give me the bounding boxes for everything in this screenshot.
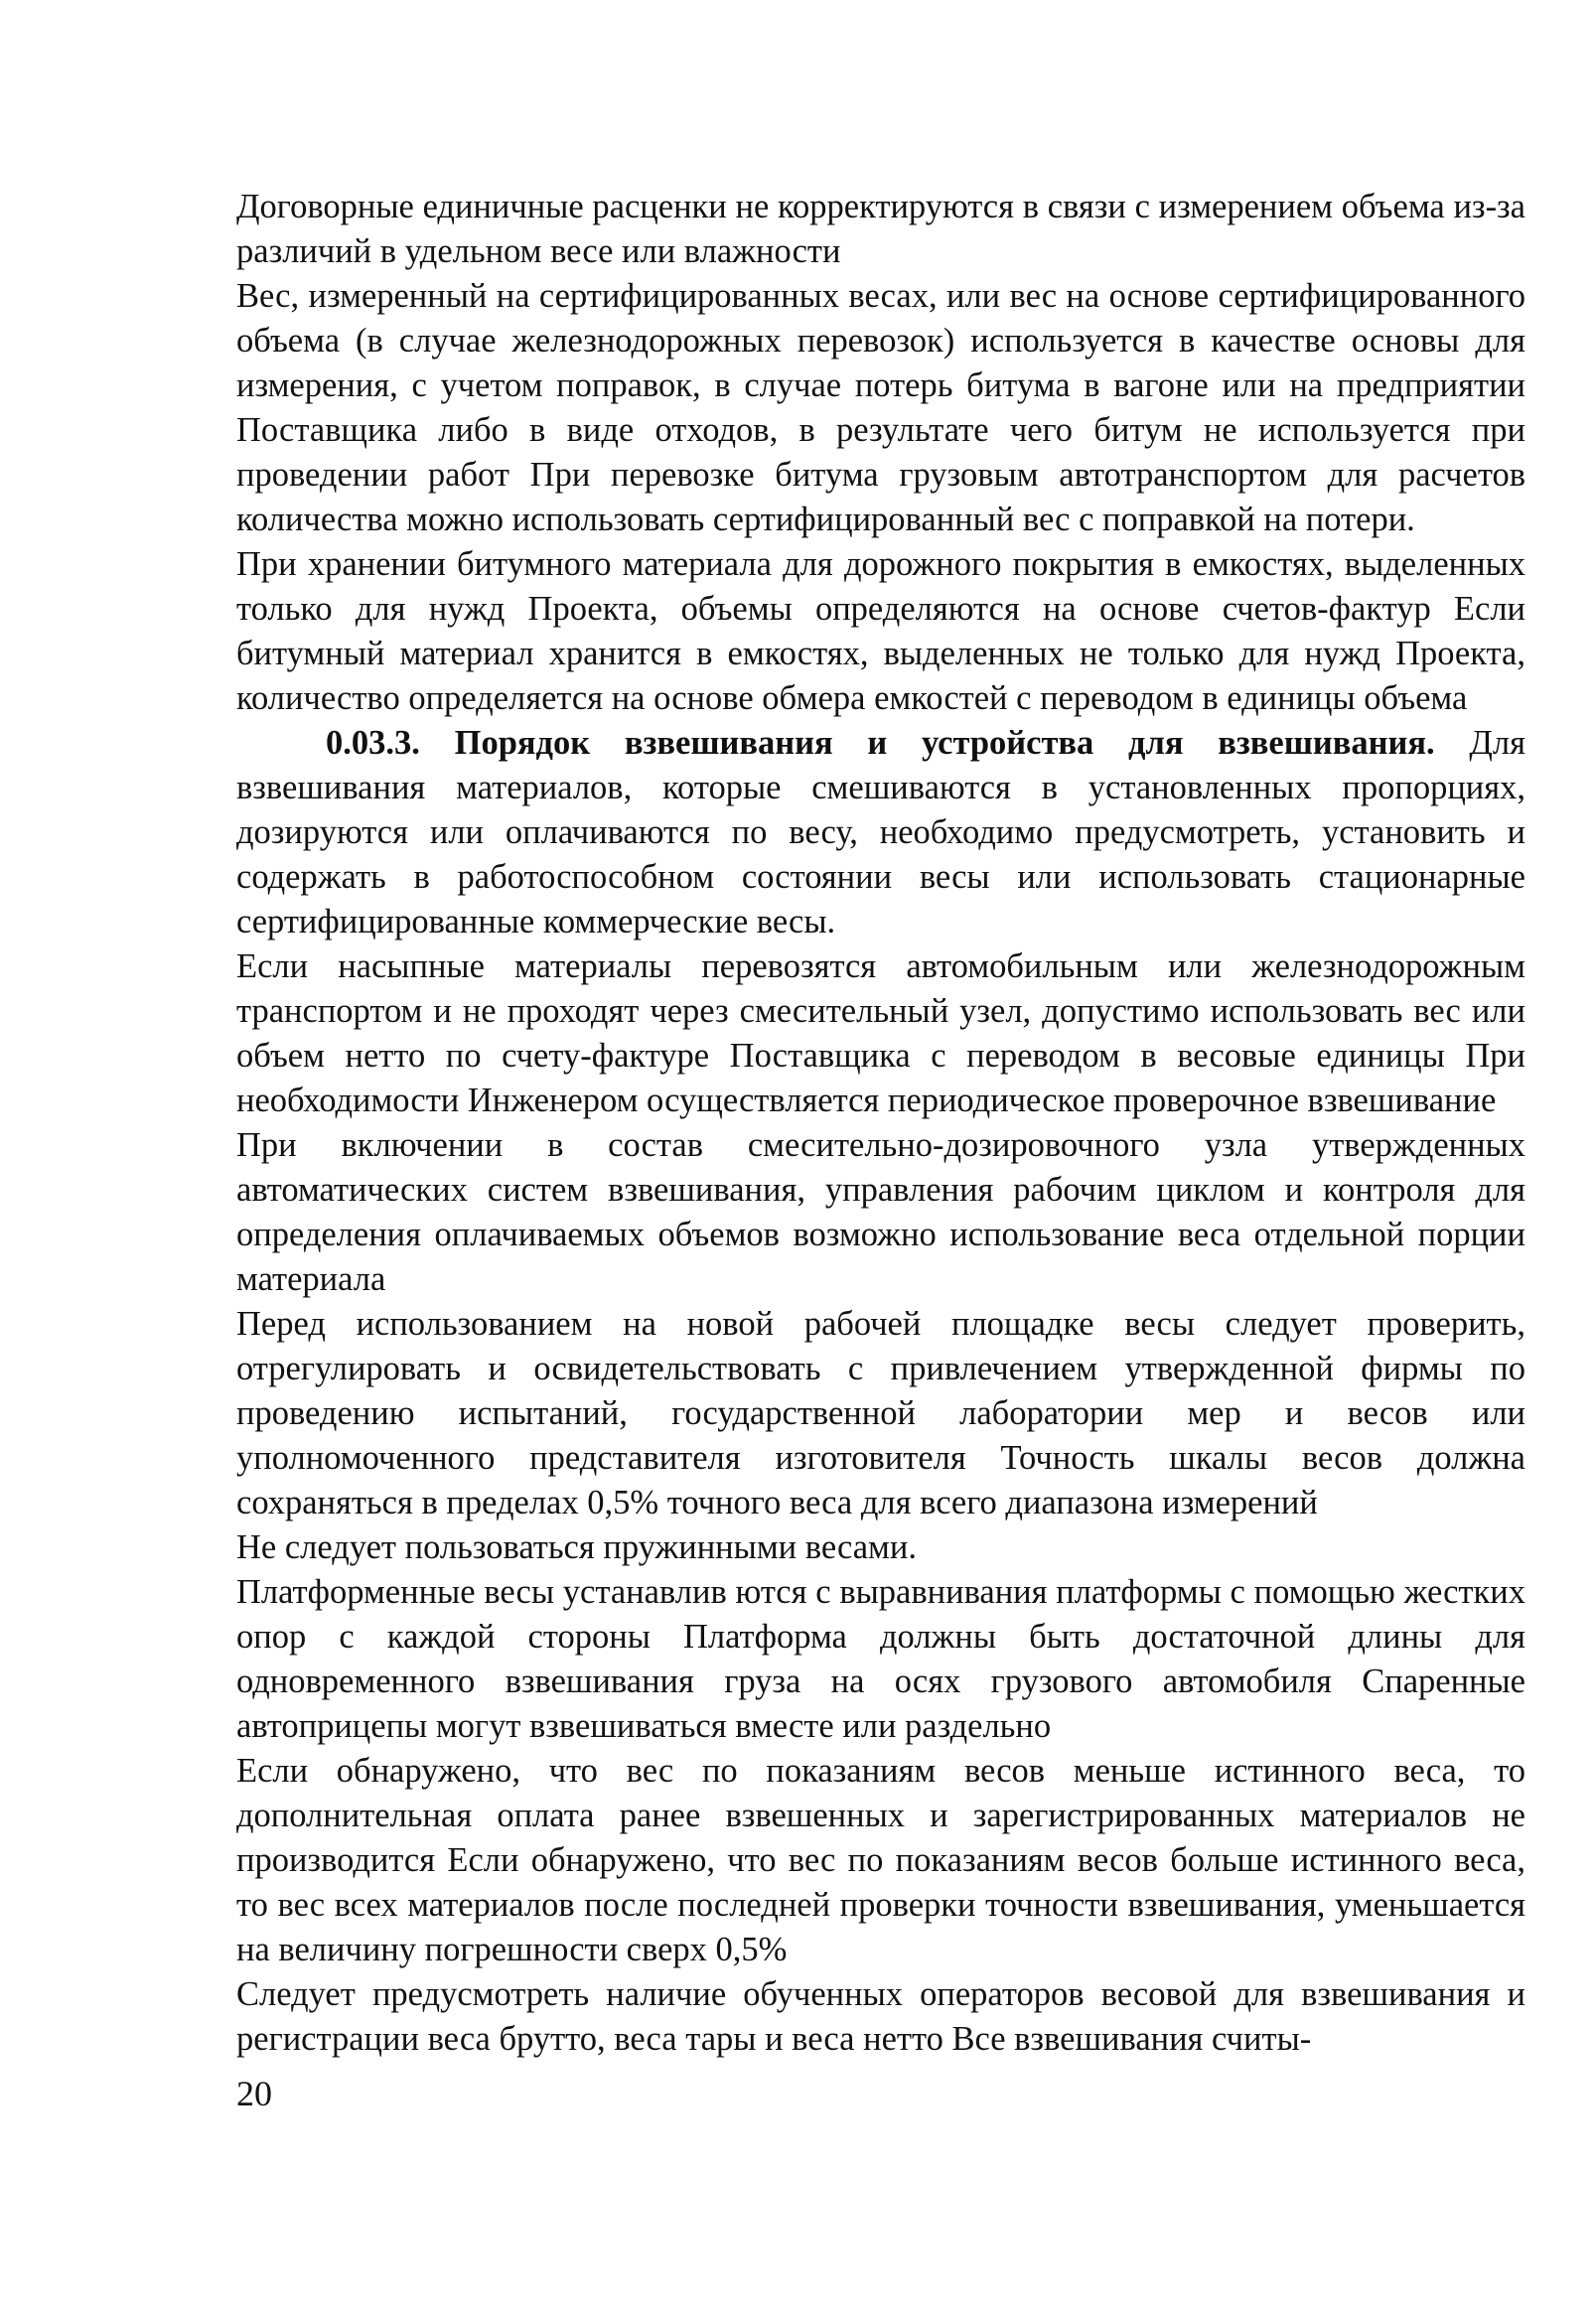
document-body xyxy=(236,185,1525,2062)
paragraph-3: При хранении битумного материала для дорожного покрытия в емкостях, выделенных только для нужд Проекта, объемы определяются на основе счетов-фактур Если битумный материал хранится в емкостях, выделенных не только для нужд Проекта, количество определяется на основе обмера емкостей с переводом в единицы объема xyxy=(236,545,1525,717)
paragraph-11: Следует предусмотреть наличие обученных операторов весовой для взвешивания и регистрации веса брутто, веса тары и веса нетто Все взвешивания считы- xyxy=(236,1975,1525,2058)
page-number: 20 xyxy=(236,2074,272,2113)
paragraph-2: Вес, измеренный на сертифицированных весах, или вес на основе сертифицированного объема (в случае железнодорожных перевозок) используется в качестве основы для измерения, с учетом поправок, в случае потерь битума в вагоне или на предприятии Поставщика либо в виде отходов, в результате чего битум не используется при проведении работ При перевозке битума грузовым автотранспортом для расчетов количества можно использовать сертифицированный вес с поправкой на потери. xyxy=(236,277,1525,538)
section-paragraph-0-03-3 xyxy=(236,721,1525,944)
paragraph-9: Платформенные весы устанавлив ются с выравнивания платформы с помощью жестких опор с каждой стороны Платформа должны быть достаточной длины для одновременного взвешивания груза на осях грузового автомобиля Спаренные автоприцепы могут взвешиваться вместе или раздельно xyxy=(236,1573,1525,1745)
paragraph-10: Если обнаружено, что вес по показаниям весов меньше истинного веса, то дополнительная оплата ранее взвешенных и зарегистрированных материалов не производится Если обнаружено, что вес по показаниям весов больше истинного веса, то вес всех материалов после последней проверки точности взвешивания, уменьшается на величину погрешности сверх 0,5% xyxy=(236,1752,1525,1968)
paragraph-8: Не следует пользоваться пружинными весами. xyxy=(236,1528,917,1566)
paragraph-7: Перед использованием на новой рабочей площадке весы следует проверить, отрегулировать и освидетельствовать с привлечением утвержденной фирмы по проведению испытаний, государственной лаборатории мер и весов или уполномоченного представителя изготовителя Точность шкалы весов должна сохраняться в пределах 0,5% точного веса для всего диапазона измерений xyxy=(236,1305,1525,1521)
paragraph-5: Если насыпные материалы перевозятся автомобильным или железнодорожным транспортом и не проходят через смесительный узел, допустимо использовать вес или объем нетто по счету-фактуре Поставщика с переводом в весовые единицы При необходимости Инженером осуществляется периодическое проверочное взвешивание xyxy=(236,947,1525,1119)
paragraph-6: При включении в состав смесительно-дозировочного узла утвержденных автоматических систем взвешивания, управления рабочим циклом и контроля для определения оплачиваемых объемов возможно использование веса отдельной порции материала xyxy=(236,1126,1525,1298)
section-paragraph-text: Для взвешивания материалов, которые смешиваются в установленных пропорциях, дозируются или оплачиваются по весу, необходимо предусмотреть, установить и содержать в работоспособном состоянии весы или использовать стационарные сертифицированные коммерческие весы. xyxy=(236,724,1526,940)
paragraph-1: Договорные единичные расценки не корректируются в связи с измерением объема из-за различий в удельном весе или влажности xyxy=(236,188,1525,270)
section-heading: 0.03.3. Порядок взвешивания и устройства для взвешивания. xyxy=(326,724,1435,762)
